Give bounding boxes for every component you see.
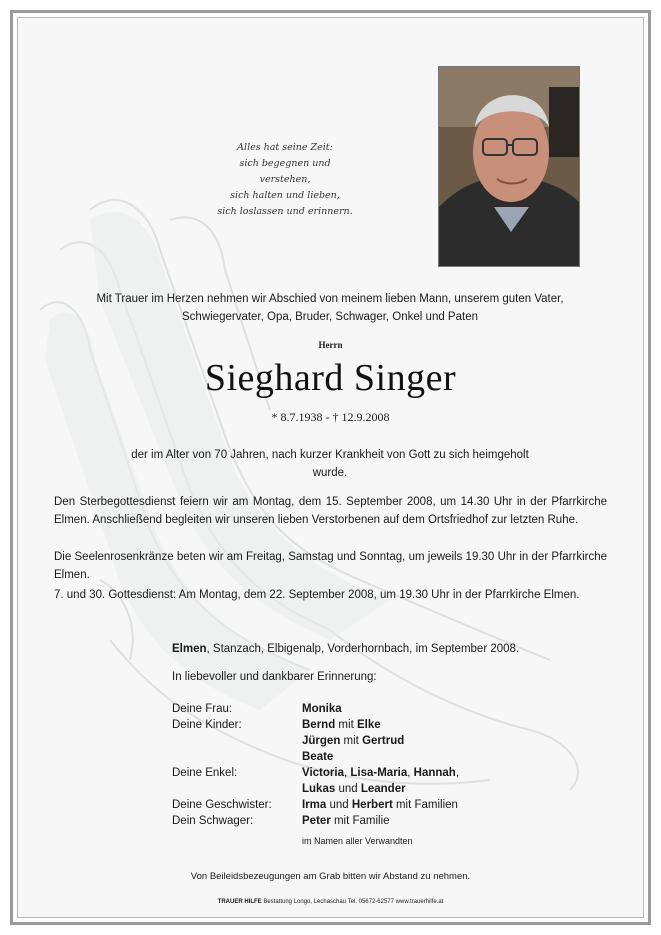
family-member: Peter (302, 815, 331, 827)
footer-contact: Bestattung Longo, Lechaschau Tel. 05672-62577 www.trauerhilfe.at (261, 899, 444, 905)
undertaker-footer (0, 899, 661, 905)
salutation: Herrn (318, 340, 343, 350)
remembrance-line: In liebevoller und dankbarer Erinnerung: (172, 671, 377, 683)
relation-label: Deine Enkel: (172, 767, 238, 779)
family-member: Herbert (351, 799, 393, 811)
family-member: Monika (302, 703, 342, 715)
family-member: Victoria (302, 767, 344, 779)
family-member: Elke (356, 719, 381, 731)
footer-brand: TRAUER HILFE (217, 899, 262, 905)
memorial-mass-text: 7. und 30. Gottesdienst: Am Montag, dem 22. September 2008, um 19.30 Uhr in der Pfarrkirche Elmen. (54, 589, 580, 601)
family-row (172, 813, 459, 829)
all-relatives-line: im Namen aller Verwandten (302, 836, 413, 846)
motto-line: Alles hat seine Zeit: (237, 142, 333, 153)
connector: und (335, 783, 361, 795)
life-dates: * 8.7.1938 - † 12.9.2008 (271, 410, 390, 424)
condolence-notice: Von Beileidsbezeugungen am Grab bitten wir Abstand zu nehmen. (190, 871, 471, 882)
family-member: Bernd (302, 719, 336, 731)
motto-line: sich begegnen und verstehen, (239, 158, 331, 185)
funeral-service-text: Den Sterbegottesdienst feiern wir am Montag, dem 15. September 2008, um 14.30 Uhr in der Pfarrkirche Elmen. Anschließend begleiten wir unseren lieben Verstorbenen auf dem Ortsfriedhof zur letzten Ruhe. (54, 496, 607, 526)
family-member: Gertrud (362, 735, 405, 747)
family-member: Beate (302, 751, 334, 763)
portrait-photo (438, 66, 580, 267)
relation-label: Deine Geschwister: (172, 799, 272, 811)
rosary-text: Die Seelenrosenkränze beten wir am Freitag, Samstag und Sonntag, um jeweils 19.30 Uhr in der Pfarrkirche Elmen. (54, 551, 607, 581)
connector: und (326, 799, 352, 811)
family-row (172, 717, 459, 733)
place-date-line (172, 643, 519, 655)
motto-line: sich halten und lieben, (230, 190, 340, 201)
intro-text: Mit Trauer im Herzen nehmen wir Abschied von meinem lieben Mann, unserem guten Vater, Schwiegervater, Opa, Bruder, Schwager, Onkel und Paten (96, 293, 564, 323)
place-bold: Elmen (172, 643, 207, 655)
relation-label: Deine Kinder: (172, 719, 242, 731)
motto-verse (215, 140, 355, 220)
family-row: Deine Enkel: Victoria, Lisa-Maria, Hannah, (172, 767, 460, 779)
place-rest: , Stanzach, Elbigenalp, Vorderhornbach, im September 2008. (206, 643, 520, 655)
family-member: Jürgen (302, 735, 341, 747)
family-row (172, 781, 459, 797)
connector: mit (335, 719, 357, 731)
family-row (172, 797, 459, 813)
family-member: Lisa-Maria (350, 767, 408, 779)
family-row (172, 701, 459, 717)
family-member: Hannah (413, 767, 456, 779)
age-text: der im Alter von 70 Jahren, nach kurzer Krankheit von Gott zu sich heimgeholt wurde. (131, 449, 529, 479)
connector: mit Familie (330, 815, 390, 827)
family-row (172, 749, 459, 765)
motto-line: sich loslassen und erinnern. (217, 206, 353, 217)
family-member: Leander (360, 783, 406, 795)
family-member: Lukas (302, 783, 336, 795)
connector: mit Familien (392, 799, 458, 811)
relation-label: Deine Frau: (172, 703, 233, 715)
connector: mit (340, 735, 363, 747)
relation-label: Dein Schwager: (172, 815, 254, 827)
family-list (172, 701, 459, 829)
portrait-image (439, 67, 579, 266)
family-row (172, 733, 459, 749)
deceased-name: Sieghard Singer (204, 357, 457, 399)
family-member: Irma (302, 799, 327, 811)
